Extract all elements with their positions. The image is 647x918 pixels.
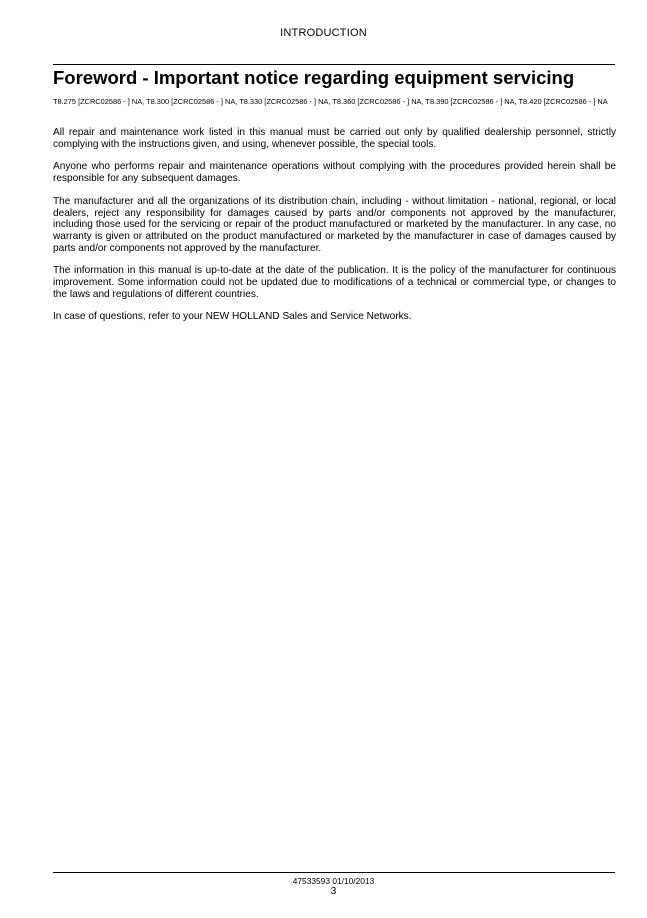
page-header: INTRODUCTION [280, 27, 367, 39]
applicable-models: T8.275 [ZCRC02586 - ] NA, T8.300 [ZCRC02586 - ] NA, T8.330 [ZCRC02586 - ] NA, T8.360 [ZCRC02586 - ] NA, T8.390 [ZCRC02586 - ] NA, T8.420 [ZCRC02586 - ] NA [53, 97, 608, 106]
paragraph-qualified-personnel: All repair and maintenance work listed in this manual must be carried out only by qualified dealership personnel, strictly complying with the instructions given, and using, whenever possible, the special tools. [53, 127, 616, 150]
paragraph-questions: In case of questions, refer to your NEW HOLLAND Sales and Service Networks. [53, 311, 412, 323]
body-text [53, 127, 616, 334]
title-divider [53, 64, 615, 65]
footer-divider [53, 872, 615, 873]
page-number: 3 [330, 886, 337, 897]
document-id: 47533593 01/10/2013 [292, 876, 375, 886]
page-title: Foreword - Important notice regarding equipment servicing [53, 67, 575, 88]
paragraph-responsibility: Anyone who performs repair and maintenance operations without complying with the procedures provided herein shall be responsible for any subsequent damages. [53, 161, 616, 185]
paragraph-warranty: The manufacturer and all the organizations of its distribution chain, including - without limitation - national, regional, or local dealers, reject any responsibility for damages caused by parts and/or components not approved by the manufacturer, including those used for the servicing or repair of the product manufactured or marketed by the manufacturer. In any case, no warranty is given or attributed on the product manufactured or marketed by the manufacturer in case of damages caused by parts and/or components not approved by the manufacturer. [53, 195, 616, 254]
paragraph-information-updates: The information in this manual is up-to-date at the date of the publication. It is the policy of the manufacturer for continuous improvement. Some information could not be updated due to modifications of a technical or commercial type, or changes to the laws and regulations of different countries. [53, 265, 616, 300]
